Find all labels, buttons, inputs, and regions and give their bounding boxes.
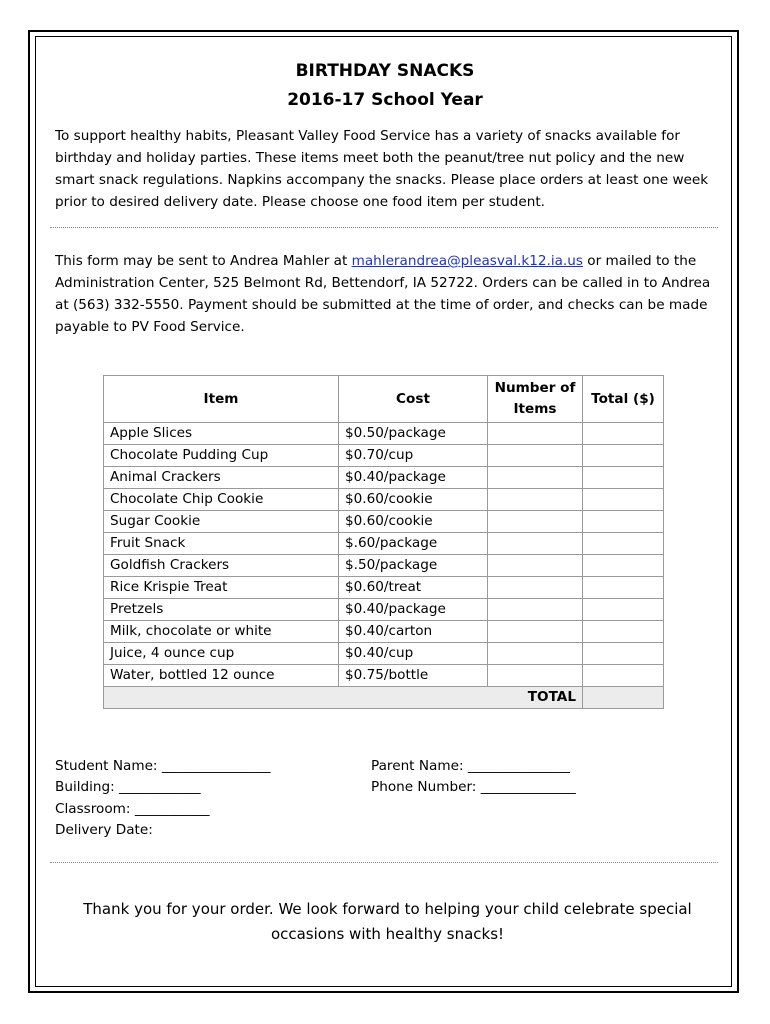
row-total-input[interactable] bbox=[583, 577, 664, 599]
row-cost: $0.60/cookie bbox=[339, 511, 488, 533]
row-total-input[interactable] bbox=[583, 599, 664, 621]
phone-number-field[interactable]: Phone Number: ______________ bbox=[371, 779, 576, 795]
total-row bbox=[104, 687, 664, 709]
header-total: Total ($) bbox=[583, 376, 664, 423]
thank-you-message bbox=[55, 897, 720, 947]
row-total-input[interactable] bbox=[583, 533, 664, 555]
order-table bbox=[103, 375, 664, 709]
row-item: Pretzels bbox=[104, 599, 339, 621]
row-item: Water, bottled 12 ounce bbox=[104, 665, 339, 687]
row-number-input[interactable] bbox=[488, 489, 583, 511]
row-cost: $0.40/package bbox=[339, 467, 488, 489]
table-row bbox=[104, 467, 664, 489]
table-row bbox=[104, 577, 664, 599]
delivery-date-field[interactable]: Delivery Date: bbox=[55, 822, 153, 838]
table-row bbox=[104, 489, 664, 511]
row-total-input[interactable] bbox=[583, 423, 664, 445]
row-item: Animal Crackers bbox=[104, 467, 339, 489]
header-number: Number of Items bbox=[488, 376, 583, 423]
parent-name-field[interactable]: Parent Name: _______________ bbox=[371, 758, 570, 774]
row-cost: $0.50/package bbox=[339, 423, 488, 445]
contact-text-after: or mailed to the Administration Center, 525 Belmont Rd, Bettendorf, IA 52722. Orders can be called in to Andrea at (563) 332-5550. Payment should be submitted at the time of order, and checks can be made payable to PV Food Service. bbox=[55, 253, 711, 335]
row-total-input[interactable] bbox=[583, 467, 664, 489]
row-total-input[interactable] bbox=[583, 489, 664, 511]
divider-top bbox=[50, 227, 718, 228]
student-name-field[interactable]: Student Name: ________________ bbox=[55, 758, 271, 774]
row-cost: $0.40/carton bbox=[339, 621, 488, 643]
classroom-field[interactable]: Classroom: ___________ bbox=[55, 801, 210, 817]
table-row bbox=[104, 555, 664, 577]
thank-you-line-1: Thank you for your order. We look forward to helping your child celebrate special bbox=[83, 900, 692, 918]
table-row bbox=[104, 533, 664, 555]
row-number-input[interactable] bbox=[488, 467, 583, 489]
row-total-input[interactable] bbox=[583, 445, 664, 467]
row-number-input[interactable] bbox=[488, 577, 583, 599]
row-item: Rice Krispie Treat bbox=[104, 577, 339, 599]
row-number-input[interactable] bbox=[488, 533, 583, 555]
intro-paragraph: To support healthy habits, Pleasant Valley Food Service has a variety of snacks available for birthday and holiday parties. These items meet both the peanut/tree nut policy and the new smart snack regulations. Napkins accompany the snacks. Please place orders at least one week prior to desired delivery date. Please choose one food item per student. bbox=[55, 128, 709, 210]
row-total-input[interactable] bbox=[583, 555, 664, 577]
row-cost: $.60/package bbox=[339, 533, 488, 555]
divider-bottom bbox=[50, 862, 718, 863]
table-row bbox=[104, 423, 664, 445]
building-field[interactable]: Building: ____________ bbox=[55, 779, 201, 795]
row-cost: $0.60/cookie bbox=[339, 489, 488, 511]
row-item: Chocolate Chip Cookie bbox=[104, 489, 339, 511]
row-number-input[interactable] bbox=[488, 555, 583, 577]
table-row bbox=[104, 511, 664, 533]
row-item: Apple Slices bbox=[104, 423, 339, 445]
contact-text-before: This form may be sent to Andrea Mahler at bbox=[55, 253, 352, 269]
total-label: TOTAL bbox=[104, 687, 583, 709]
table-row bbox=[104, 445, 664, 467]
row-cost: $0.40/cup bbox=[339, 643, 488, 665]
header-cost: Cost bbox=[339, 376, 488, 423]
row-number-input[interactable] bbox=[488, 643, 583, 665]
page-subtitle: 2016-17 School Year bbox=[287, 90, 483, 110]
row-item: Sugar Cookie bbox=[104, 511, 339, 533]
row-number-input[interactable] bbox=[488, 511, 583, 533]
table-row bbox=[104, 621, 664, 643]
row-number-input[interactable] bbox=[488, 665, 583, 687]
row-item: Juice, 4 ounce cup bbox=[104, 643, 339, 665]
row-number-input[interactable] bbox=[488, 445, 583, 467]
row-cost: $.50/package bbox=[339, 555, 488, 577]
table-row bbox=[104, 643, 664, 665]
page-title: BIRTHDAY SNACKS bbox=[295, 61, 475, 81]
row-total-input[interactable] bbox=[583, 643, 664, 665]
row-cost: $0.70/cup bbox=[339, 445, 488, 467]
row-number-input[interactable] bbox=[488, 423, 583, 445]
row-item: Milk, chocolate or white bbox=[104, 621, 339, 643]
email-link[interactable]: mahlerandrea@pleasval.k12.ia.us bbox=[351, 253, 583, 269]
row-total-input[interactable] bbox=[583, 665, 664, 687]
table-row bbox=[104, 599, 664, 621]
grand-total-cell[interactable] bbox=[583, 687, 664, 709]
row-cost: $0.60/treat bbox=[339, 577, 488, 599]
row-cost: $0.40/package bbox=[339, 599, 488, 621]
contact-paragraph bbox=[55, 250, 720, 338]
row-number-input[interactable] bbox=[488, 599, 583, 621]
thank-you-line-2: occasions with healthy snacks! bbox=[270, 925, 505, 943]
row-number-input[interactable] bbox=[488, 621, 583, 643]
row-total-input[interactable] bbox=[583, 511, 664, 533]
row-cost: $0.75/bottle bbox=[339, 665, 488, 687]
row-item: Chocolate Pudding Cup bbox=[104, 445, 339, 467]
row-item: Fruit Snack bbox=[104, 533, 339, 555]
row-item: Goldfish Crackers bbox=[104, 555, 339, 577]
header-item: Item bbox=[104, 376, 339, 423]
table-header-row bbox=[104, 376, 664, 423]
row-total-input[interactable] bbox=[583, 621, 664, 643]
table-row bbox=[104, 665, 664, 687]
